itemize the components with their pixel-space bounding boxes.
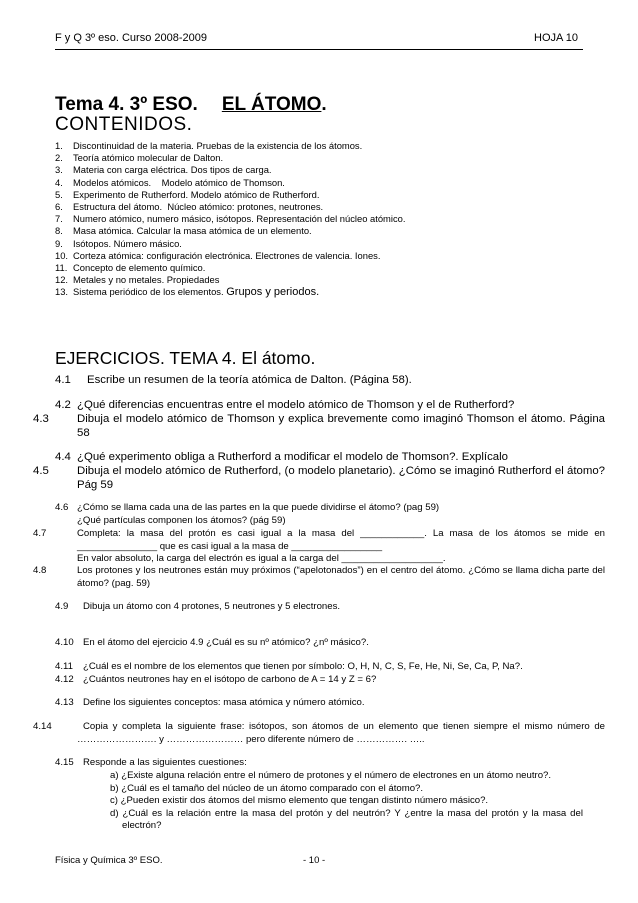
header-rule bbox=[55, 49, 583, 50]
header-right: HOJA 10 bbox=[534, 32, 579, 44]
list-item: d) ¿Cuál es la relación entre la masa del protón y del neutrón? Y ¿entre la masa del protón y la masa del electrón? bbox=[110, 807, 583, 831]
contents-list bbox=[55, 140, 405, 299]
exercise-4-9: 4.9 Dibuja un átomo con 4 protones, 5 neutrones y 5 electrones. bbox=[55, 601, 341, 612]
page-title bbox=[55, 94, 327, 116]
list-item: 5. Experimento de Rutherford. Modelo atómico de Rutherford. bbox=[55, 188, 320, 200]
exercise-4-6-b: ¿Qué partículas componen los átomos? (pág 59) bbox=[77, 515, 286, 526]
list-item: 4. Modelos atómicos. Modelo atómico de Thomson. bbox=[55, 176, 285, 188]
contents-heading: CONTENIDOS. bbox=[55, 114, 193, 135]
exercise-4-3: 4.3 Dibuja el modelo atómico de Thomson y explica brevemente como imaginó Thomson el átomo. Página 58 bbox=[33, 413, 605, 439]
exercise-4-7: 4.7 Completa: la masa del protón es casi igual a la masa del ____________. La masa de los átomos se mide en _______________ que es casi igual a la masa de _________________ bbox=[33, 528, 605, 552]
list-item: 6. Estructura del átomo. Núcleo atómico: protones, neutrones. bbox=[55, 201, 324, 213]
exercise-4-4: 4.4 ¿Qué experimento obliga a Rutherford a modificar el modelo de Thomson?. Explícalo bbox=[55, 451, 508, 463]
list-item: 12. Metales y no metales. Propiedades bbox=[55, 274, 220, 286]
header-left: F y Q 3º eso. Curso 2008-2009 bbox=[55, 32, 207, 44]
exercise-4-14: 4.14 Copia y completa la siguiente frase: isótopos, son átomos de un elemento que tienen siempre el mismo número de ……………………. y …………………… pero diferente número de ……………. ….. bbox=[33, 721, 605, 745]
list-item: c) ¿Pueden existir dos átomos del mismo elemento que tengan distinto número másico?. bbox=[110, 795, 489, 806]
exercise-4-15-items bbox=[55, 770, 583, 833]
exercise-4-13: 4.13 Define los siguientes conceptos: masa atómica y número atómico. bbox=[55, 697, 365, 708]
footer-left: Física y Química 3º ESO. bbox=[55, 855, 163, 866]
exercise-4-15: 4.15 Responde a las siguientes cuestiones: bbox=[55, 757, 247, 768]
exercise-4-5: 4.5 Dibuja el modelo atómico de Rutherford, (o modelo planetario). ¿Cómo se imaginó Rutherford el átomo? Pág 59 bbox=[33, 465, 605, 491]
list-item: 10. Corteza atómica: configuración electrónica. Electrones de valencia. Iones. bbox=[55, 249, 381, 261]
exercise-4-7-b: En valor absoluto, la carga del electrón es igual a la carga del ___________________. bbox=[77, 553, 446, 564]
list-item: 2. Teoría atómico molecular de Dalton. bbox=[55, 152, 224, 164]
exercise-4-1: 4.1 Escribe un resumen de la teoría atómica de Dalton. (Página 58). bbox=[55, 374, 412, 386]
exercise-4-12: 4.12 ¿Cuántos neutrones hay en el isótopo de carbono de A = 14 y Z = 6? bbox=[55, 674, 377, 685]
title-dot: . bbox=[321, 94, 327, 115]
list-item: a) ¿Existe alguna relación entre el número de protones y el número de electrones en un átomo neutro?. bbox=[110, 770, 552, 781]
title-topic: EL ÁTOMO bbox=[221, 94, 322, 115]
list-item: 11. Concepto de elemento químico. bbox=[55, 262, 206, 274]
list-item: 7. Numero atómico, numero másico, isótopos. Representación del núcleo atómico. bbox=[55, 213, 406, 225]
list-item: 13. Sistema periódico de los elementos. Grupos y periodos. bbox=[55, 286, 320, 299]
list-item: b) ¿Cuál es el tamaño del núcleo de un átomo comparado con el átomo?. bbox=[110, 782, 424, 794]
exercises-heading: EJERCICIOS. TEMA 4. El átomo. bbox=[55, 348, 316, 368]
list-item: 3. Materia con carga eléctrica. Dos tipos de carga. bbox=[55, 164, 272, 176]
list-item: 9. Isótopos. Número másico. bbox=[55, 237, 182, 249]
exercise-4-11: 4.11 ¿Cuál es el nombre de los elementos que tienen por símbolo: O, H, N, C, S, Fe, He, Ni, Se, Ca, P, Na?. bbox=[55, 661, 523, 672]
list-item: 1. Discontinuidad de la materia. Pruebas de la existencia de los átomos. bbox=[55, 140, 363, 151]
exercise-4-10: 4.10 En el átomo del ejercicio 4.9 ¿Cuál es su nº atómico? ¿nº másico?. bbox=[55, 637, 369, 648]
list-item: 8. Masa atómica. Calcular la masa atómica de un elemento. bbox=[55, 225, 312, 237]
page-number: - 10 - bbox=[303, 855, 326, 866]
exercise-4-8: 4.8 Los protones y los neutrones están muy próximos (“apelotonados”) en el centro del átomo. ¿Cómo se llama dicha parte del átomo? (pag. 59) bbox=[33, 565, 605, 589]
title-theme: Tema 4. 3º ESO. bbox=[55, 94, 198, 115]
exercise-4-6: 4.6 ¿Cómo se llama cada una de las partes en la que puede dividirse el átomo? (pag 59) bbox=[55, 502, 440, 513]
exercise-4-2: 4.2 ¿Qué diferencias encuentras entre el modelo atómico de Thomson y el de Rutherford? bbox=[55, 399, 515, 411]
